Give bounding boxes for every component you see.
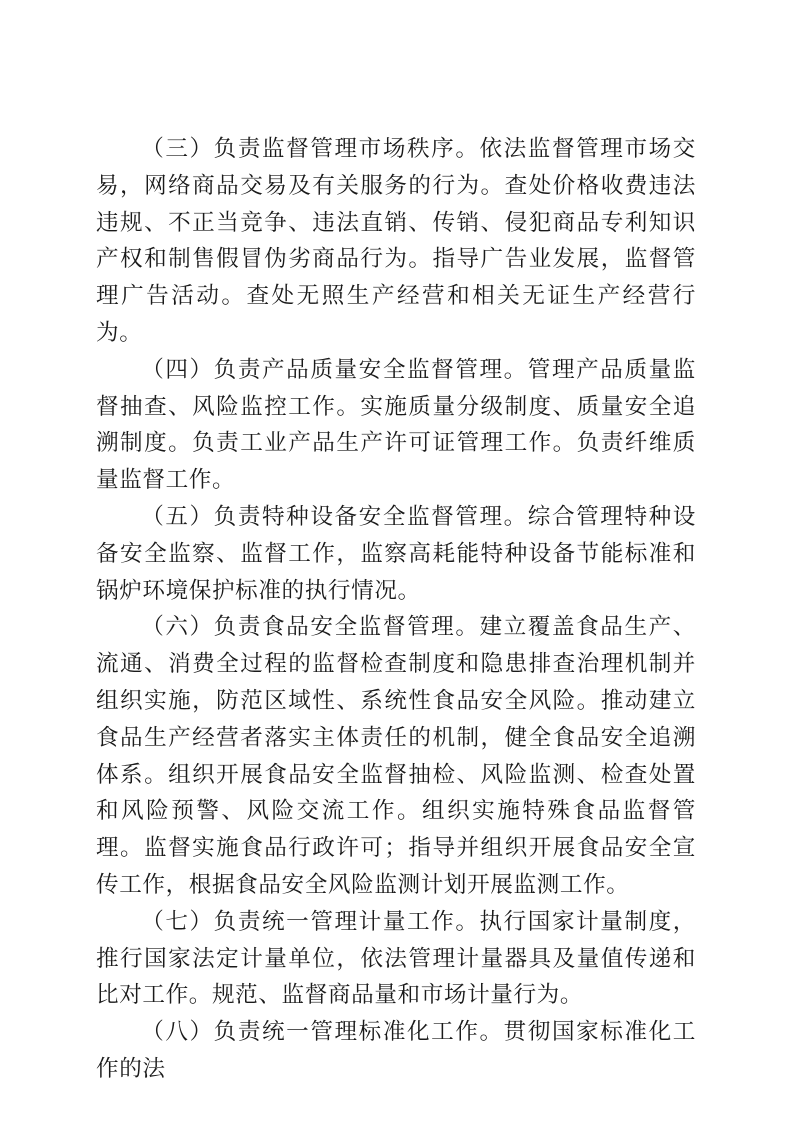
document-body: [96, 131, 696, 1088]
paragraph-metrology: （七）负责统一管理计量工作。执行国家计量制度，推行国家法定计量单位，依法管理计量器具及量值传递和比对工作。规范、监督商品量和市场计量行为。: [96, 908, 696, 1009]
paragraph-special-equipment: （五）负责特种设备安全监督管理。综合管理特种设备安全监察、监督工作，监察高耗能特种设备节能标准和锅炉环境保护标准的执行情况。: [96, 503, 696, 604]
paragraph-market-order: （三）负责监督管理市场秩序。依法监督管理市场交易，网络商品交易及有关服务的行为。查处价格收费违法违规、不正当竞争、违法直销、传销、侵犯商品专利知识产权和制售假冒伪劣商品行为。指导广告业发展，监督管理广告活动。查处无照生产经营和相关无证生产经营行为。: [96, 136, 696, 346]
paragraph-food-safety: （六）负责食品安全监督管理。建立覆盖食品生产、流通、消费全过程的监督检查制度和隐患排查治理机制并组织实施，防范区域性、系统性食品安全风险。推动建立食品生产经营者落实主体责任的机制，健全食品安全追溯体系。组织开展食品安全监督抽检、风险监测、检查处置和风险预警、风险交流工作。组织实施特殊食品监督管理。监督实施食品行政许可；指导并组织开展食品安全宣传工作，根据食品安全风险监测计划开展监测工作。: [96, 614, 696, 898]
paragraph-standardization: （八）负责统一管理标准化工作。贯彻国家标准化工作的法: [96, 1019, 696, 1082]
paragraph-product-quality: （四）负责产品质量安全监督管理。管理产品质量监督抽查、风险监控工作。实施质量分级制度、质量安全追溯制度。负责工业产品生产许可证管理工作。负责纤维质量监督工作。: [96, 356, 696, 494]
